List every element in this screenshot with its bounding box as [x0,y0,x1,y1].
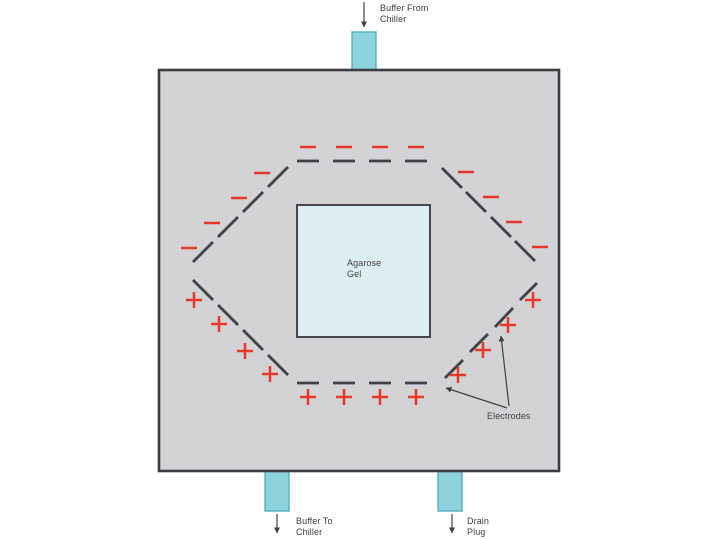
drain-plug-label [467,516,489,537]
buffer-from-chiller-label [380,3,428,24]
agarose-gel-label-line2: Gel [347,268,362,279]
buffer-to-chiller-label [296,516,333,537]
buffer-from-chiller-label-line1: Buffer From [380,3,429,13]
drain-plug-label-line1: Drain [467,516,490,526]
drain-plug-port [438,469,462,511]
drain-plug-label-line2: Plug [467,526,486,537]
electrodes-label: Electrodes [487,411,531,421]
buffer-to-chiller-label-line2: Chiller [296,526,323,537]
buffer-from-chiller-port [352,32,376,72]
agarose-gel-label [347,258,381,279]
buffer-to-chiller-label-line1: Buffer To [296,516,333,526]
agarose-gel-label-line1: Agarose [347,258,382,268]
buffer-to-chiller-port [265,469,289,511]
buffer-from-chiller-label-line2: Chiller [380,13,407,24]
